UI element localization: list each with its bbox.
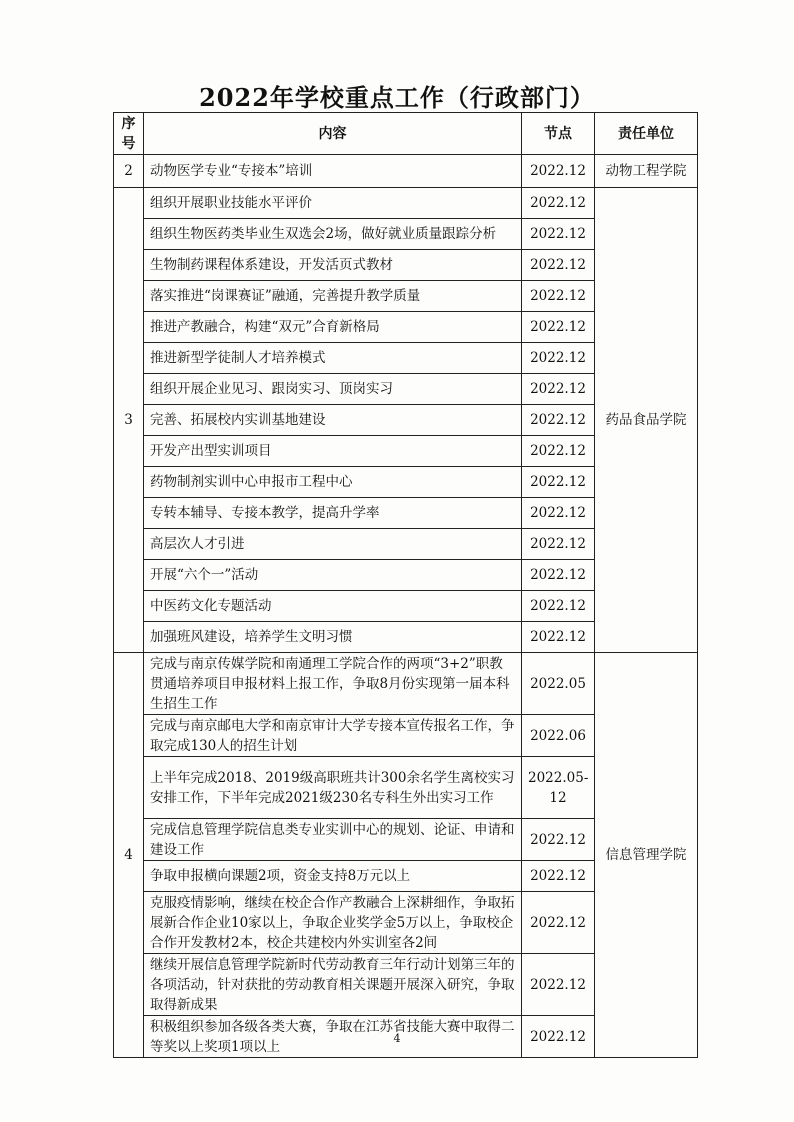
row-content: 加强班风建设，培养学生文明习惯 bbox=[144, 622, 522, 653]
group-seq: 4 bbox=[114, 653, 144, 1058]
row-content: 完成与南京传媒学院和南通理工学院合作的两项“3+2”职教贯通培养项目申报材料上报工作，争取8月份实现第一届本科生招生工作 bbox=[144, 653, 522, 715]
group-unit: 动物工程学院 bbox=[595, 155, 698, 188]
row-content: 高层次人才引进 bbox=[144, 529, 522, 560]
header-content: 内容 bbox=[144, 113, 522, 155]
row-node: 2022.12 bbox=[522, 188, 595, 219]
row-node: 2022.12 bbox=[522, 819, 595, 861]
row-node: 2022.12 bbox=[522, 1016, 595, 1058]
row-node: 2022.12 bbox=[522, 281, 595, 312]
row-content: 完成与南京邮电大学和南京审计大学专接本宣传报名工作，争取完成130人的招生计划 bbox=[144, 715, 522, 757]
header-seq: 序号 bbox=[114, 113, 144, 155]
row-content: 推进产教融合，构建“双元”合育新格局 bbox=[144, 312, 522, 343]
row-content: 药物制剂实训中心申报市工程中心 bbox=[144, 467, 522, 498]
row-content: 争取申报横向课题2项，资金支持8万元以上 bbox=[144, 861, 522, 892]
row-node: 2022.12 bbox=[522, 250, 595, 281]
row-content: 组织开展企业见习、跟岗实习、顶岗实习 bbox=[144, 374, 522, 405]
row-node: 2022.12 bbox=[522, 155, 595, 188]
row-node: 2022.12 bbox=[522, 622, 595, 653]
table-row bbox=[114, 188, 698, 219]
header-node: 节点 bbox=[522, 113, 595, 155]
row-content: 组织生物医药类毕业生双选会2场，做好就业质量跟踪分析 bbox=[144, 219, 522, 250]
row-node: 2022.06 bbox=[522, 715, 595, 757]
row-content: 动物医学专业“专接本”培训 bbox=[144, 155, 522, 188]
page-number: 4 bbox=[393, 1032, 401, 1045]
row-node: 2022.12 bbox=[522, 467, 595, 498]
group-seq: 3 bbox=[114, 188, 144, 653]
row-content: 生物制药课程体系建设，开发活页式教材 bbox=[144, 250, 522, 281]
row-content: 推进新型学徒制人才培养模式 bbox=[144, 343, 522, 374]
row-content: 落实推进“岗课赛证”融通，完善提升教学质量 bbox=[144, 281, 522, 312]
table-header-row bbox=[114, 113, 698, 155]
group-seq: 2 bbox=[114, 155, 144, 188]
row-node: 2022.05 bbox=[522, 653, 595, 715]
row-node: 2022.05-12 bbox=[522, 757, 595, 819]
row-node: 2022.12 bbox=[522, 591, 595, 622]
row-content: 开发产出型实训项目 bbox=[144, 436, 522, 467]
row-node: 2022.12 bbox=[522, 436, 595, 467]
row-content: 专转本辅导、专接本教学，提高升学率 bbox=[144, 498, 522, 529]
work-plan-table bbox=[113, 112, 698, 1058]
row-node: 2022.12 bbox=[522, 861, 595, 892]
table-row bbox=[114, 653, 698, 715]
row-content: 组织开展职业技能水平评价 bbox=[144, 188, 522, 219]
row-node: 2022.12 bbox=[522, 405, 595, 436]
row-node: 2022.12 bbox=[522, 219, 595, 250]
row-content: 上半年完成2018、2019级高职班共计300余名学生离校实习安排工作，下半年完成2021级230名专科生外出实习工作 bbox=[144, 757, 522, 819]
row-content: 克服疫情影响，继续在校企合作产教融合上深耕细作，争取拓展新合作企业10家以上，争取企业奖学金5万以上，争取校企合作开发教材2本，校企共建校内外实训室各2间 bbox=[144, 892, 522, 954]
header-unit: 责任单位 bbox=[595, 113, 698, 155]
row-content: 完成信息管理学院信息类专业实训中心的规划、论证、申请和建设工作 bbox=[144, 819, 522, 861]
row-content: 继续开展信息管理学院新时代劳动教育三年行动计划第三年的各项活动，针对获批的劳动教育相关课题开展深入研究，争取取得新成果 bbox=[144, 954, 522, 1016]
row-node: 2022.12 bbox=[522, 954, 595, 1016]
group-unit: 信息管理学院 bbox=[595, 653, 698, 1058]
row-content: 开展“六个一”活动 bbox=[144, 560, 522, 591]
page-title: 2022年学校重点工作（行政部门） bbox=[199, 83, 595, 112]
table-row bbox=[114, 155, 698, 188]
row-content: 完善、拓展校内实训基地建设 bbox=[144, 405, 522, 436]
row-node: 2022.12 bbox=[522, 560, 595, 591]
row-node: 2022.12 bbox=[522, 312, 595, 343]
row-node: 2022.12 bbox=[522, 529, 595, 560]
row-content: 中医药文化专题活动 bbox=[144, 591, 522, 622]
row-node: 2022.12 bbox=[522, 374, 595, 405]
row-node: 2022.12 bbox=[522, 498, 595, 529]
row-node: 2022.12 bbox=[522, 892, 595, 954]
row-content: 积极组织参加各级各类大赛，争取在江苏省技能大赛中取得二等奖以上奖项1项以上 bbox=[144, 1016, 522, 1058]
row-node: 2022.12 bbox=[522, 343, 595, 374]
group-unit: 药品食品学院 bbox=[595, 188, 698, 653]
